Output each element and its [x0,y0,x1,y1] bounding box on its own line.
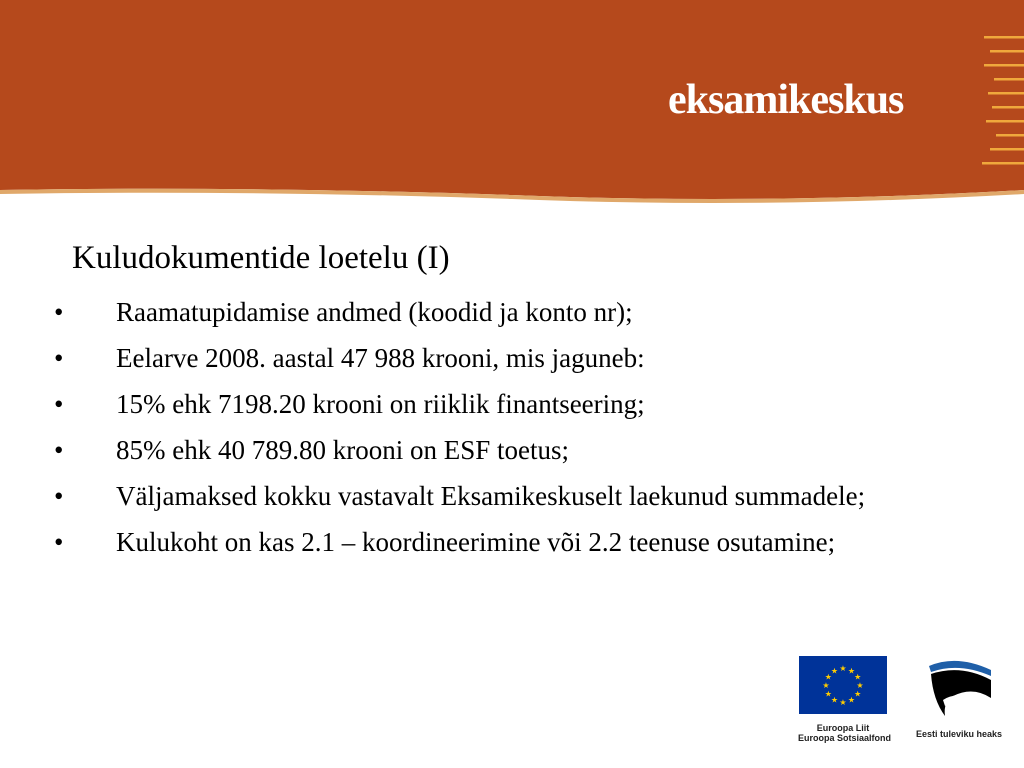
svg-text:★: ★ [824,672,832,682]
estonia-future-logo [914,656,1004,739]
bullet-text: 15% ehk 7198.20 krooni on riiklik finantseering; [116,389,645,419]
bullet-item [52,388,952,420]
estonia-caption: Eesti tuleviku heaks [915,729,1003,739]
svg-text:★: ★ [847,666,856,676]
bullet-item [52,480,952,512]
bullet-item [52,296,952,328]
svg-text:★: ★ [847,695,856,705]
eksamikeskus-logo: eksamikeskus [668,77,904,123]
bullet-text: Kulukoht on kas 2.1 – koordineerimine või 2.2 teenuse osutamine; [116,527,836,557]
bullet-dot: • [54,343,64,373]
bullet-text: 85% ehk 40 789.80 krooni on ESF toetus; [116,435,569,465]
bullet-text: Väljamaksed kokku vastavalt Eksamikeskuselt laekunud summadele; [116,481,866,511]
bullet-dot: • [54,481,64,511]
svg-text:★: ★ [854,672,862,682]
bullet-list [52,296,952,572]
eu-caption: Euroopa Liit Euroopa Sotsiaalfond [798,723,892,743]
bullet-item [52,434,952,466]
bullet-dot: • [54,389,64,419]
bullet-dot: • [54,297,64,327]
svg-text:★: ★ [830,695,839,705]
svg-text:★: ★ [839,664,847,673]
decorative-stripes-icon [978,36,1024,166]
svg-text:★: ★ [854,689,862,699]
bullet-text: Eelarve 2008. aastal 47 988 krooni, mis jaguneb: [116,343,645,373]
estonia-future-emblem-icon [923,656,995,718]
svg-text:★: ★ [830,666,839,676]
bullet-item [52,342,952,374]
eu-logo [798,656,892,743]
svg-text:★: ★ [822,681,830,690]
eu-flag-icon [799,656,887,714]
svg-text:★: ★ [856,681,864,690]
bullet-dot: • [54,435,64,465]
bullet-dot: • [54,527,64,557]
svg-text:★: ★ [839,698,847,707]
slide-title: Kuludokumentide loetelu (I) [72,240,450,276]
bullet-item [52,526,952,558]
bullet-text: Raamatupidamise andmed (koodid ja konto nr); [116,297,633,327]
svg-text:★: ★ [824,689,832,699]
